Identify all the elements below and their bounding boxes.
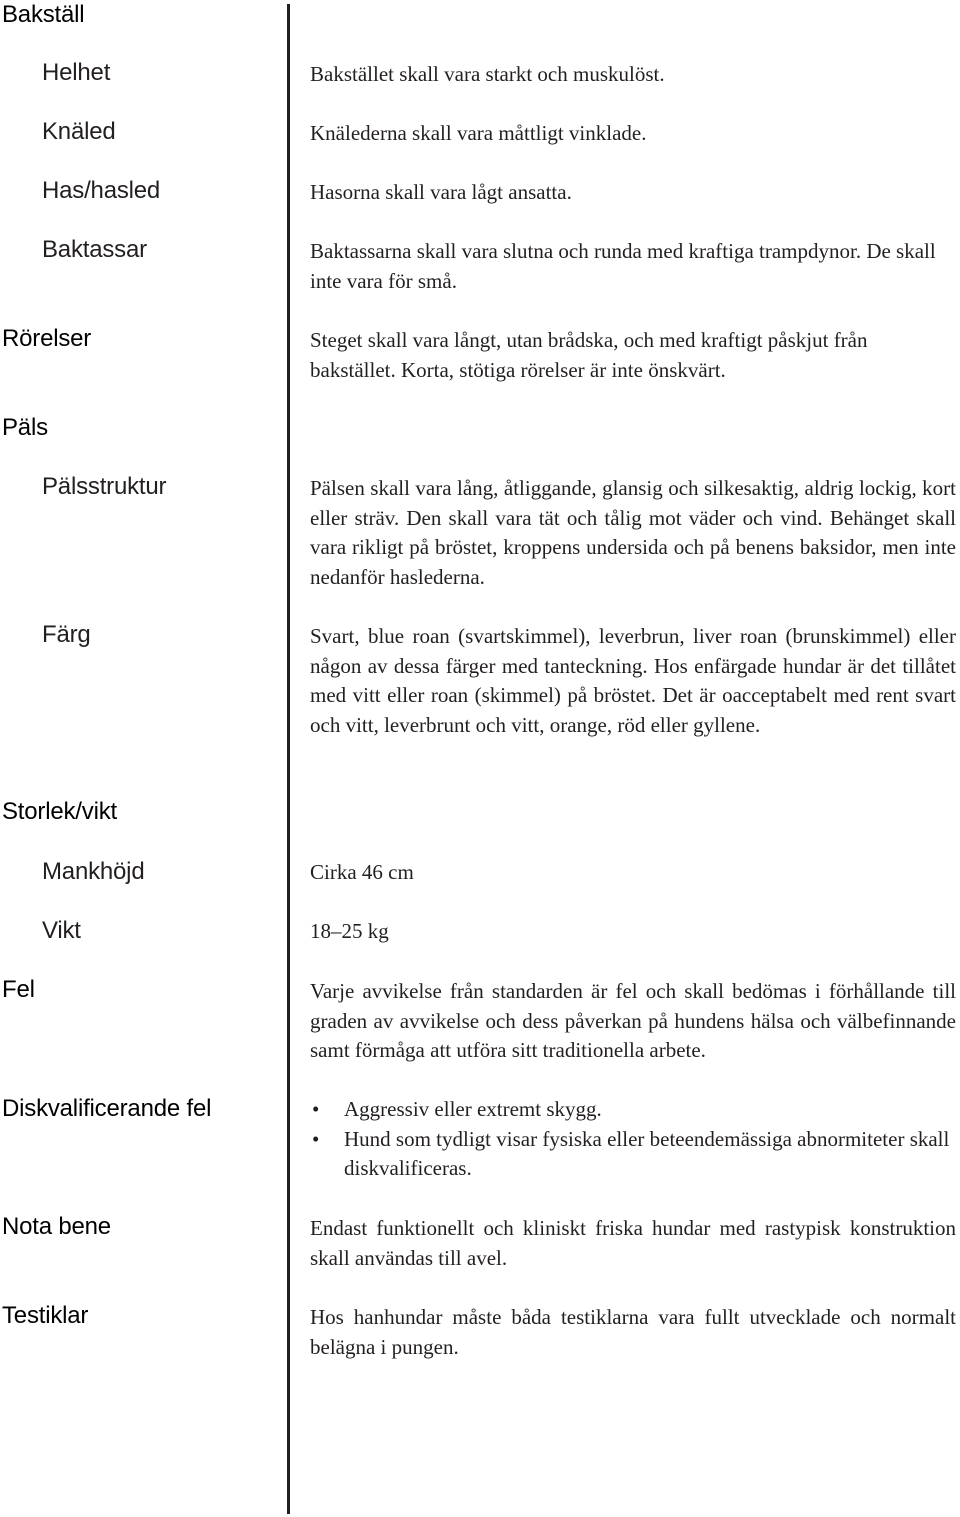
heading-storlek-vikt: Storlek/vikt — [2, 798, 117, 825]
text-knaled: Knälederna skall vara måttligt vinklade. — [310, 121, 647, 145]
text-mankhojd: Cirka 46 cm — [310, 860, 414, 884]
heading-pals: Päls — [2, 414, 48, 441]
heading-testiklar: Testiklar — [2, 1302, 89, 1329]
text-testiklar: Hos hanhundar måste båda testiklarna vara fullt utvecklade och normalt belägna i pungen. — [310, 1305, 956, 1359]
text-helhet: Bakstället skall vara starkt och muskulöst. — [310, 62, 665, 86]
heading-rorelser: Rörelser — [2, 325, 92, 352]
bullet-icon: • — [312, 1126, 320, 1151]
label-farg: Färg — [42, 621, 91, 648]
text-baktassar: Baktassarna skall vara slutna och runda med kraftiga trampdynor. De skall inte vara för små. — [310, 239, 936, 293]
text-rorelser: Steget skall vara långt, utan brådska, och med kraftigt påskjut från bakstället. Korta, stötiga rörelser är inte önskvärt. — [310, 328, 868, 382]
heading-diskvalificerande-fel: Diskvalificerande fel — [2, 1095, 212, 1122]
text-nota-bene: Endast funktionellt och kliniskt friska hundar med rastypisk konstruktion skall användas till avel. — [310, 1216, 956, 1270]
label-helhet: Helhet — [42, 59, 111, 86]
heading-fel: Fel — [2, 976, 35, 1003]
bullet-icon: • — [312, 1097, 320, 1121]
label-vikt: Vikt — [42, 917, 81, 944]
disqualification-text: Hund som tydligt visar fysiska eller beteendemässiga abnormiteter skall diskvalificeras. — [344, 1126, 950, 1181]
text-fel: Varje avvikelse från standarden är fel och skall bedömas i förhållande till graden av avvikelse och dess påverkan på hundens hälsa och välbefinnande samt förmåga att utföra sitt traditionella arbete. — [310, 979, 956, 1063]
list-item — [310, 1125, 956, 1184]
column-divider — [287, 4, 290, 1514]
heading-nota-bene: Nota bene — [2, 1213, 111, 1240]
list-item — [310, 1095, 956, 1125]
label-knaled: Knäled — [42, 118, 116, 145]
label-mankhojd: Mankhöjd — [42, 858, 145, 885]
label-baktassar: Baktassar — [42, 236, 147, 263]
text-hasled: Hasorna skall vara lågt ansatta. — [310, 180, 572, 204]
text-farg: Svart, blue roan (svartskimmel), leverbrun, liver roan (brunskimmel) eller någon av dessa färger med tanteckning. Hos enfärgade hundar är det tillåtet med vitt eller roan (skimmel) på bröstet. Det är oacceptabelt med rent svart och vitt, leverbrunt och vitt, orange, röd eller gyllene. — [310, 624, 956, 737]
heading-bakstall: Bakställ — [2, 1, 85, 28]
text-vikt: 18–25 kg — [310, 919, 389, 943]
label-palsstruktur: Pälsstruktur — [42, 473, 167, 500]
text-palsstruktur: Pälsen skall vara lång, åtliggande, glansig och silkesaktig, aldrig lockig, kort eller sträv. Den skall vara tät och tålig mot väder och vind. Behänget skall vara rikligt på bröstet, kroppens undersida och på benens baksidor, men inte nedanför haslederna. — [310, 476, 956, 589]
disqualification-text: Aggressiv eller extremt skygg. — [344, 1097, 602, 1121]
label-hasled: Has/hasled — [42, 177, 161, 204]
disqualification-list — [310, 1095, 956, 1184]
